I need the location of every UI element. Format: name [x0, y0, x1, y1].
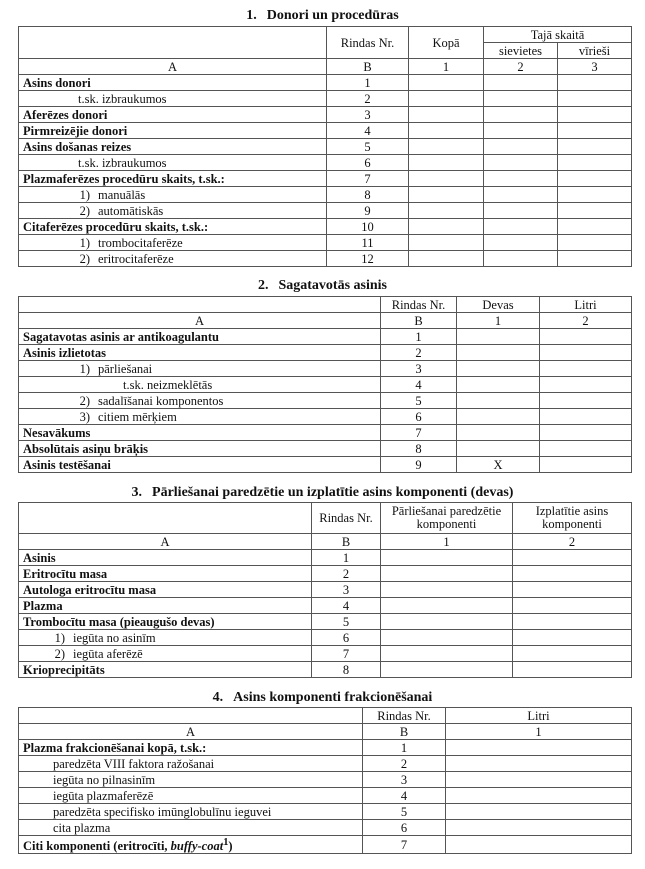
value-cell[interactable]: [446, 756, 632, 772]
value-cell[interactable]: [513, 630, 632, 646]
row-number: 8: [312, 662, 381, 678]
row-label: [19, 441, 381, 457]
header-blank: [19, 503, 312, 534]
value-cell[interactable]: [457, 345, 540, 361]
row-label: [19, 820, 363, 836]
row-number: 5: [363, 804, 446, 820]
header-blank: [19, 708, 363, 724]
code-row: [19, 724, 632, 740]
row-label: [19, 361, 381, 377]
row-label: [19, 377, 381, 393]
value-cell[interactable]: [484, 171, 558, 187]
value-cell[interactable]: [457, 425, 540, 441]
value-cell[interactable]: [446, 788, 632, 804]
row-number: 1: [312, 550, 381, 566]
table-row: [19, 171, 632, 187]
value-cell[interactable]: [540, 345, 632, 361]
row-number: 3: [363, 772, 446, 788]
donors-procedures-table: [18, 26, 632, 267]
row-number: 4: [327, 123, 409, 139]
table-row: [19, 566, 632, 582]
row-label: [19, 251, 327, 267]
row-number: 3: [327, 107, 409, 123]
row-number: 7: [312, 646, 381, 662]
value-cell[interactable]: [540, 377, 632, 393]
row-label: [19, 582, 312, 598]
value-cell[interactable]: [409, 107, 484, 123]
code-cell: A: [19, 534, 312, 550]
fractionation-components-table: [18, 707, 632, 854]
value-cell[interactable]: [540, 441, 632, 457]
header-blank: [19, 297, 381, 313]
code-cell: B: [381, 313, 457, 329]
value-cell[interactable]: [409, 203, 484, 219]
value-cell[interactable]: [558, 91, 632, 107]
value-cell[interactable]: [558, 187, 632, 203]
row-number: 5: [381, 393, 457, 409]
table-row: [19, 107, 632, 123]
value-cell[interactable]: [513, 646, 632, 662]
label-text: t.sk. izbraukumos: [78, 91, 167, 106]
row-label: [19, 235, 327, 251]
title-text: Pārliešanai paredzētie un izplatītie asins komponenti (devas): [152, 485, 514, 500]
row-label: [19, 566, 312, 582]
label-text: trombocitaferēze: [98, 235, 183, 250]
code-cell: 3: [558, 59, 632, 75]
row-label: [19, 662, 312, 678]
label-text: sadalīšanai komponentos: [98, 393, 224, 408]
row-number: 8: [381, 441, 457, 457]
value-cell[interactable]: [558, 155, 632, 171]
code-cell: 1: [446, 724, 632, 740]
table-row: [19, 614, 632, 630]
value-cell[interactable]: [457, 409, 540, 425]
table-row: [19, 804, 632, 820]
value-cell[interactable]: [558, 235, 632, 251]
prepared-blood-table: [18, 296, 632, 473]
code-cell: A: [19, 724, 363, 740]
table-row: [19, 91, 632, 107]
label-text: paredzēta VIII faktora ražošanai: [53, 756, 215, 771]
row-number: 2: [363, 756, 446, 772]
row-label: [19, 598, 312, 614]
table-row: [19, 219, 632, 235]
value-cell[interactable]: [409, 155, 484, 171]
label-text: citiem mērķiem: [98, 409, 177, 424]
value-cell[interactable]: [381, 646, 513, 662]
header-row-nr: Rindas Nr.: [381, 297, 457, 313]
value-cell[interactable]: [484, 235, 558, 251]
row-number: 5: [327, 139, 409, 155]
label-tail: ): [228, 839, 233, 854]
label-text: pārliešanai: [98, 361, 153, 376]
row-label: [19, 139, 327, 155]
header-row-nr: Rindas Nr.: [363, 708, 446, 724]
label-text: cita plazma: [53, 820, 111, 835]
row-label: [19, 187, 327, 203]
value-cell[interactable]: [484, 91, 558, 107]
row-number: 10: [327, 219, 409, 235]
item-number: 1): [79, 361, 90, 376]
row-label: [19, 772, 363, 788]
row-number: 6: [363, 820, 446, 836]
table-row: [19, 123, 632, 139]
value-cell[interactable]: [484, 107, 558, 123]
code-cell: B: [312, 534, 381, 550]
value-cell[interactable]: [558, 219, 632, 235]
value-cell[interactable]: [513, 614, 632, 630]
label-text: automātiskās: [98, 203, 164, 218]
item-number: 2): [79, 203, 90, 218]
value-cell[interactable]: [540, 361, 632, 377]
row-label: [19, 345, 381, 361]
value-cell[interactable]: [484, 155, 558, 171]
value-cell[interactable]: [457, 393, 540, 409]
label-text: Asins došanas reizes: [23, 139, 132, 154]
row-label: [19, 836, 363, 854]
table-3-title: [0, 485, 645, 501]
code-cell: 1: [409, 59, 484, 75]
label-text: Absolūtais asiņu brāķis: [23, 441, 149, 456]
item-number: 1): [79, 187, 90, 202]
footnote-marker: 1: [223, 837, 229, 848]
table-row: [19, 75, 632, 91]
row-label: [19, 740, 363, 756]
header-for-transfusion: Pārliešanai paredzētie komponenti: [381, 503, 513, 534]
value-cell[interactable]: [409, 219, 484, 235]
value-cell[interactable]: [409, 123, 484, 139]
value-cell[interactable]: [540, 409, 632, 425]
value-cell: X: [457, 457, 540, 473]
value-cell[interactable]: [540, 329, 632, 345]
row-label: [19, 614, 312, 630]
row-label: [19, 457, 381, 473]
row-number: 2: [312, 566, 381, 582]
row-number: 7: [381, 425, 457, 441]
value-cell[interactable]: [484, 139, 558, 155]
header-doses: Devas: [457, 297, 540, 313]
value-cell[interactable]: [484, 75, 558, 91]
row-number: 4: [363, 788, 446, 804]
table-row: [19, 155, 632, 171]
value-cell[interactable]: [513, 582, 632, 598]
label-text: paredzēta specifisko imūnglobulīnu ieguvei: [53, 804, 272, 819]
code-row: [19, 59, 632, 75]
header-distributed: Izplatītie asins komponenti: [513, 503, 632, 534]
value-cell[interactable]: [381, 566, 513, 582]
value-cell[interactable]: [381, 662, 513, 678]
value-cell[interactable]: [457, 361, 540, 377]
row-label: [19, 425, 381, 441]
row-number: 3: [312, 582, 381, 598]
row-number: 6: [381, 409, 457, 425]
code-cell: 1: [457, 313, 540, 329]
transfusion-components-table: [18, 502, 632, 678]
row-label: [19, 393, 381, 409]
value-cell[interactable]: [540, 393, 632, 409]
header-women: sievietes: [484, 43, 558, 59]
row-label: [19, 756, 363, 772]
label-text: Citi komponenti (eritrocīti,: [23, 839, 171, 854]
table-row: [19, 393, 632, 409]
label-text: Sagatavotas asinis ar antikoagulantu: [23, 329, 219, 344]
label-text: Asinis testēšanai: [23, 457, 111, 472]
label-text: Trombocītu masa (pieaugušo devas): [23, 614, 215, 629]
row-number: 9: [381, 457, 457, 473]
table-row: [19, 788, 632, 804]
title-text: Donori un procedūras: [266, 8, 399, 23]
code-cell: A: [19, 313, 381, 329]
table-row: [19, 345, 632, 361]
row-number: 1: [327, 75, 409, 91]
table-row: [19, 329, 632, 345]
value-cell[interactable]: [446, 804, 632, 820]
label-text: Asins donori: [23, 75, 91, 90]
value-cell[interactable]: [409, 91, 484, 107]
row-number: 12: [327, 251, 409, 267]
item-number: 3): [79, 409, 90, 424]
row-label: [19, 91, 327, 107]
code-cell: 2: [513, 534, 632, 550]
header-group: Tajā skaitā: [484, 27, 632, 43]
value-cell[interactable]: [409, 251, 484, 267]
row-number: 11: [327, 235, 409, 251]
value-cell[interactable]: [558, 107, 632, 123]
value-cell[interactable]: [540, 425, 632, 441]
table-row: [19, 630, 632, 646]
label-text: Krioprecipitāts: [23, 662, 105, 677]
code-row: [19, 313, 632, 329]
item-number: 2): [79, 251, 90, 266]
label-text: Asinis izlietotas: [23, 345, 106, 360]
value-cell[interactable]: [558, 75, 632, 91]
row-label: [19, 804, 363, 820]
table-4-title: [0, 690, 645, 706]
header-men: vīrieši: [558, 43, 632, 59]
row-number: 2: [327, 91, 409, 107]
value-cell[interactable]: [457, 441, 540, 457]
table-row: [19, 377, 632, 393]
row-number: 9: [327, 203, 409, 219]
row-label: [19, 203, 327, 219]
value-cell[interactable]: [381, 550, 513, 566]
label-text: Plazma: [23, 598, 63, 613]
row-number: 8: [327, 187, 409, 203]
value-cell[interactable]: [409, 187, 484, 203]
value-cell[interactable]: [381, 630, 513, 646]
row-label: [19, 171, 327, 187]
label-italic: buffy-coat: [170, 839, 224, 854]
value-cell[interactable]: [558, 123, 632, 139]
table-row: [19, 772, 632, 788]
label-text: Plazmaferēzes procedūru skaits, t.sk.:: [23, 171, 225, 186]
header-blank: [19, 27, 327, 59]
row-label: [19, 409, 381, 425]
row-number: 6: [327, 155, 409, 171]
label-text: Plazma frakcionēšanai kopā, t.sk.:: [23, 740, 207, 755]
row-number: 2: [381, 345, 457, 361]
header-liters: Litri: [540, 297, 632, 313]
row-label: [19, 788, 363, 804]
table-row: [19, 598, 632, 614]
row-label: [19, 107, 327, 123]
row-number: 5: [312, 614, 381, 630]
value-cell[interactable]: [484, 203, 558, 219]
value-cell[interactable]: [513, 550, 632, 566]
value-cell[interactable]: [484, 123, 558, 139]
value-cell[interactable]: [513, 598, 632, 614]
label-text: Asinis: [23, 550, 56, 565]
table-row: [19, 457, 632, 473]
label-text: eritrocitaferēze: [98, 251, 174, 266]
row-number: 6: [312, 630, 381, 646]
label-text: Nesavākums: [23, 425, 91, 440]
table-2-title: [0, 278, 645, 294]
title-text: Asins komponenti frakcionēšanai: [233, 690, 433, 705]
value-cell[interactable]: [409, 171, 484, 187]
header-row-nr: Rindas Nr.: [312, 503, 381, 534]
table-row: [19, 409, 632, 425]
label-text: iegūta aferēzē: [73, 646, 143, 661]
label-text: iegūta plazmaferēzē: [53, 788, 154, 803]
value-cell[interactable]: [558, 139, 632, 155]
code-cell: 1: [381, 534, 513, 550]
value-cell[interactable]: [558, 251, 632, 267]
code-cell: 2: [484, 59, 558, 75]
row-number: 1: [381, 329, 457, 345]
row-label: [19, 646, 312, 662]
value-cell[interactable]: [409, 235, 484, 251]
title-number: 1.: [246, 8, 257, 23]
code-cell: 2: [540, 313, 632, 329]
label-text: Eritrocītu masa: [23, 566, 108, 581]
table-row: [19, 756, 632, 772]
value-cell[interactable]: [446, 820, 632, 836]
table-row: [19, 139, 632, 155]
value-cell[interactable]: [409, 139, 484, 155]
table-row: [19, 740, 632, 756]
code-cell: B: [363, 724, 446, 740]
value-cell[interactable]: [540, 457, 632, 473]
table-1-title: [0, 8, 645, 24]
label-text: Aferēzes donori: [23, 107, 108, 122]
table-row: [19, 646, 632, 662]
title-number: 3.: [131, 485, 143, 500]
table-row: [19, 441, 632, 457]
value-cell[interactable]: [558, 171, 632, 187]
value-cell[interactable]: [381, 598, 513, 614]
header-liters: Litri: [446, 708, 632, 724]
header-total: Kopā: [409, 27, 484, 59]
row-number: 4: [312, 598, 381, 614]
label-text: manuālās: [98, 187, 146, 202]
title-number: 2.: [257, 278, 269, 293]
value-cell[interactable]: [446, 740, 632, 756]
row-number: 4: [381, 377, 457, 393]
label-text: iegūta no asinīm: [73, 630, 156, 645]
value-cell[interactable]: [409, 75, 484, 91]
value-cell[interactable]: [446, 772, 632, 788]
title-number: 4.: [212, 690, 224, 705]
value-cell[interactable]: [513, 566, 632, 582]
value-cell[interactable]: [484, 187, 558, 203]
value-cell[interactable]: [446, 836, 632, 854]
row-number: 7: [327, 171, 409, 187]
label-text: Pirmreizējie donori: [23, 123, 128, 138]
row-number: 7: [363, 836, 446, 854]
label-text: Autologa eritrocītu masa: [23, 582, 157, 597]
header-row-nr: Rindas Nr.: [327, 27, 409, 59]
item-number: 1): [79, 235, 90, 250]
value-cell[interactable]: [457, 329, 540, 345]
value-cell[interactable]: [558, 203, 632, 219]
value-cell[interactable]: [484, 219, 558, 235]
item-number: 1): [54, 630, 65, 645]
label-text: iegūta no pilnasinīm: [53, 772, 156, 787]
table-row: [19, 187, 632, 203]
code-cell: A: [19, 59, 327, 75]
value-cell[interactable]: [484, 251, 558, 267]
code-cell: B: [327, 59, 409, 75]
table-row: [19, 425, 632, 441]
value-cell[interactable]: [457, 377, 540, 393]
title-text: Sagatavotās asinis: [278, 278, 388, 293]
table-row: [19, 550, 632, 566]
row-label: [19, 329, 381, 345]
table-row: [19, 235, 632, 251]
table-row: [19, 662, 632, 678]
table-row: [19, 361, 632, 377]
table-row: [19, 251, 632, 267]
row-label: [19, 219, 327, 235]
table-row: [19, 582, 632, 598]
item-number: 2): [79, 393, 90, 408]
row-label: [19, 155, 327, 171]
row-label: [19, 123, 327, 139]
row-number: 3: [381, 361, 457, 377]
row-label: [19, 550, 312, 566]
row-number: 1: [363, 740, 446, 756]
row-label: [19, 630, 312, 646]
label-text: t.sk. izbraukumos: [78, 155, 167, 170]
table-row: [19, 820, 632, 836]
label-text: t.sk. neizmeklētās: [123, 377, 213, 392]
item-number: 2): [54, 646, 65, 661]
table-row: [19, 836, 632, 854]
label-text: Citaferēzes procedūru skaits, t.sk.:: [23, 219, 209, 234]
row-label: [19, 75, 327, 91]
value-cell[interactable]: [513, 662, 632, 678]
code-row: [19, 534, 632, 550]
table-row: [19, 203, 632, 219]
value-cell[interactable]: [381, 614, 513, 630]
value-cell[interactable]: [381, 582, 513, 598]
